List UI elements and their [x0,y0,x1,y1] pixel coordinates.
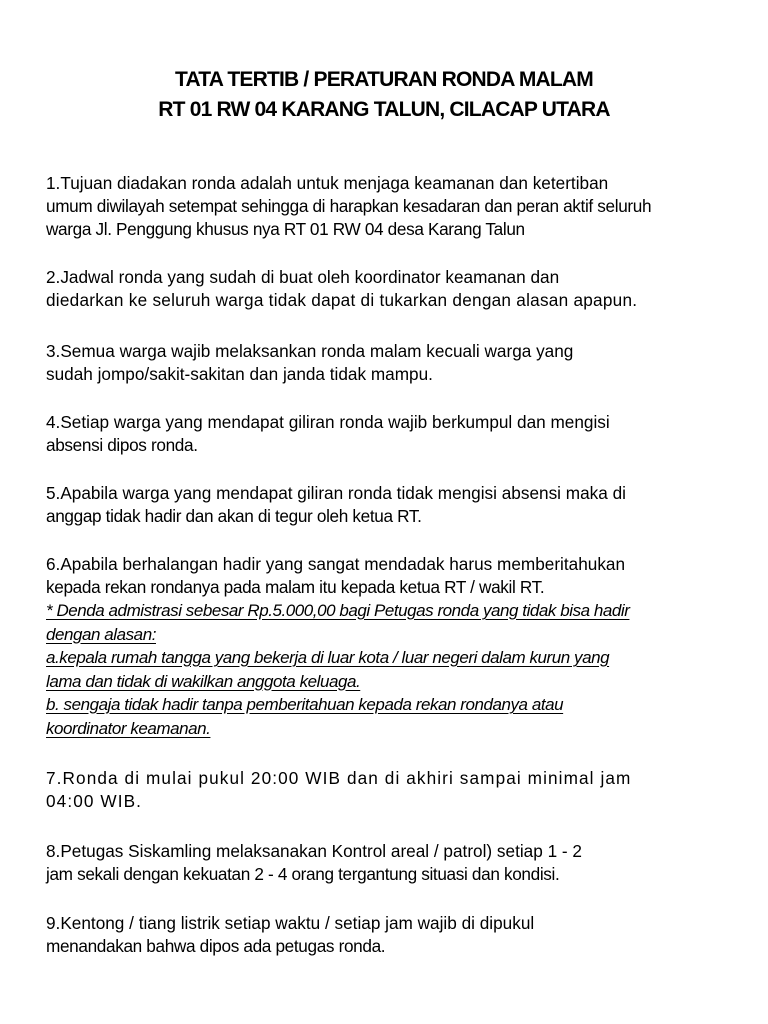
rule-line: 5.Apabila warga yang mendapat giliran ronda tidak mengisi absensi maka di [46,483,626,503]
rule-line: absensi dipos ronda. [46,435,198,455]
note-line: * Denda admistrasi sebesar Rp.5.000,00 bagi Petugas ronda yang tidak bisa hadir [46,601,630,620]
rule-line: anggap tidak hadir dan akan di tegur oleh ketua RT. [46,506,422,526]
rule-line: 1.Tujuan diadakan ronda adalah untuk menjaga keamanan dan ketertiban [46,173,609,193]
rule-line: 9.Kentong / tiang listrik setiap waktu / setiap jam wajib di dipukul [46,913,535,933]
document-title-line-1: TATA TERTIB / PERATURAN RONDA MALAM [174,68,593,91]
rule-4 [46,411,746,457]
rule-5 [46,482,746,528]
document-title-line-2: RT 01 RW 04 KARANG TALUN, CILACAP UTARA [158,98,610,121]
note-line: koordinator keamanan. [46,718,211,738]
rule-line: 3.Semua warga wajib melaksankan ronda malam kecuali warga yang [46,341,574,361]
rule-line: jam sekali dengan kekuatan 2 - 4 orang tergantung situasi dan kondisi. [46,864,560,884]
rule-3 [46,340,746,386]
rule-6 [46,553,746,599]
rule-line: warga Jl. Penggung khusus nya RT 01 RW 04 desa Karang Talun [46,219,525,239]
rule-6-fine-note [46,599,746,740]
note-line: lama dan tidak di wakilkan anggota keluaga. [46,671,361,691]
rule-line: menandakan bahwa dipos ada petugas ronda. [46,936,386,956]
note-line: dengan alasan: [46,624,156,644]
rule-line: diedarkan ke seluruh warga tidak dapat di tukarkan dengan alasan apapun. [46,290,638,310]
rule-9 [46,912,746,958]
rule-line: sudah jompo/sakit-sakitan dan janda tidak mampu. [46,364,433,384]
rule-line: 4.Setiap warga yang mendapat giliran ronda wajib berkumpul dan mengisi [46,412,610,432]
rule-line: kepada rekan rondanya pada malam itu kepada ketua RT / wakil RT. [46,577,545,597]
rule-8 [46,840,746,886]
rule-line: 7.Ronda di mulai pukul 20:00 WIB dan di akhiri sampai minimal jam [46,768,632,788]
rule-7 [46,767,746,813]
rule-line: umum diwilayah setempat sehingga di harapkan kesadaran dan peran aktif seluruh [46,196,652,216]
note-line: a.kepala rumah tangga yang bekerja di luar kota / luar negeri dalam kurun yang [46,648,610,667]
rule-line: 04:00 WIB. [46,791,143,811]
note-line: b. sengaja tidak hadir tanpa pemberitahuan kepada rekan rondanya atau [46,695,564,714]
rule-1 [46,172,746,241]
rule-line: 8.Petugas Siskamling melaksanakan Kontrol areal / patrol) setiap 1 - 2 [46,841,582,861]
rule-2 [46,266,746,312]
rule-line: 2.Jadwal ronda yang sudah di buat oleh koordinator keamanan dan [46,267,560,287]
rule-line: 6.Apabila berhalangan hadir yang sangat mendadak harus memberitahukan [46,554,626,574]
